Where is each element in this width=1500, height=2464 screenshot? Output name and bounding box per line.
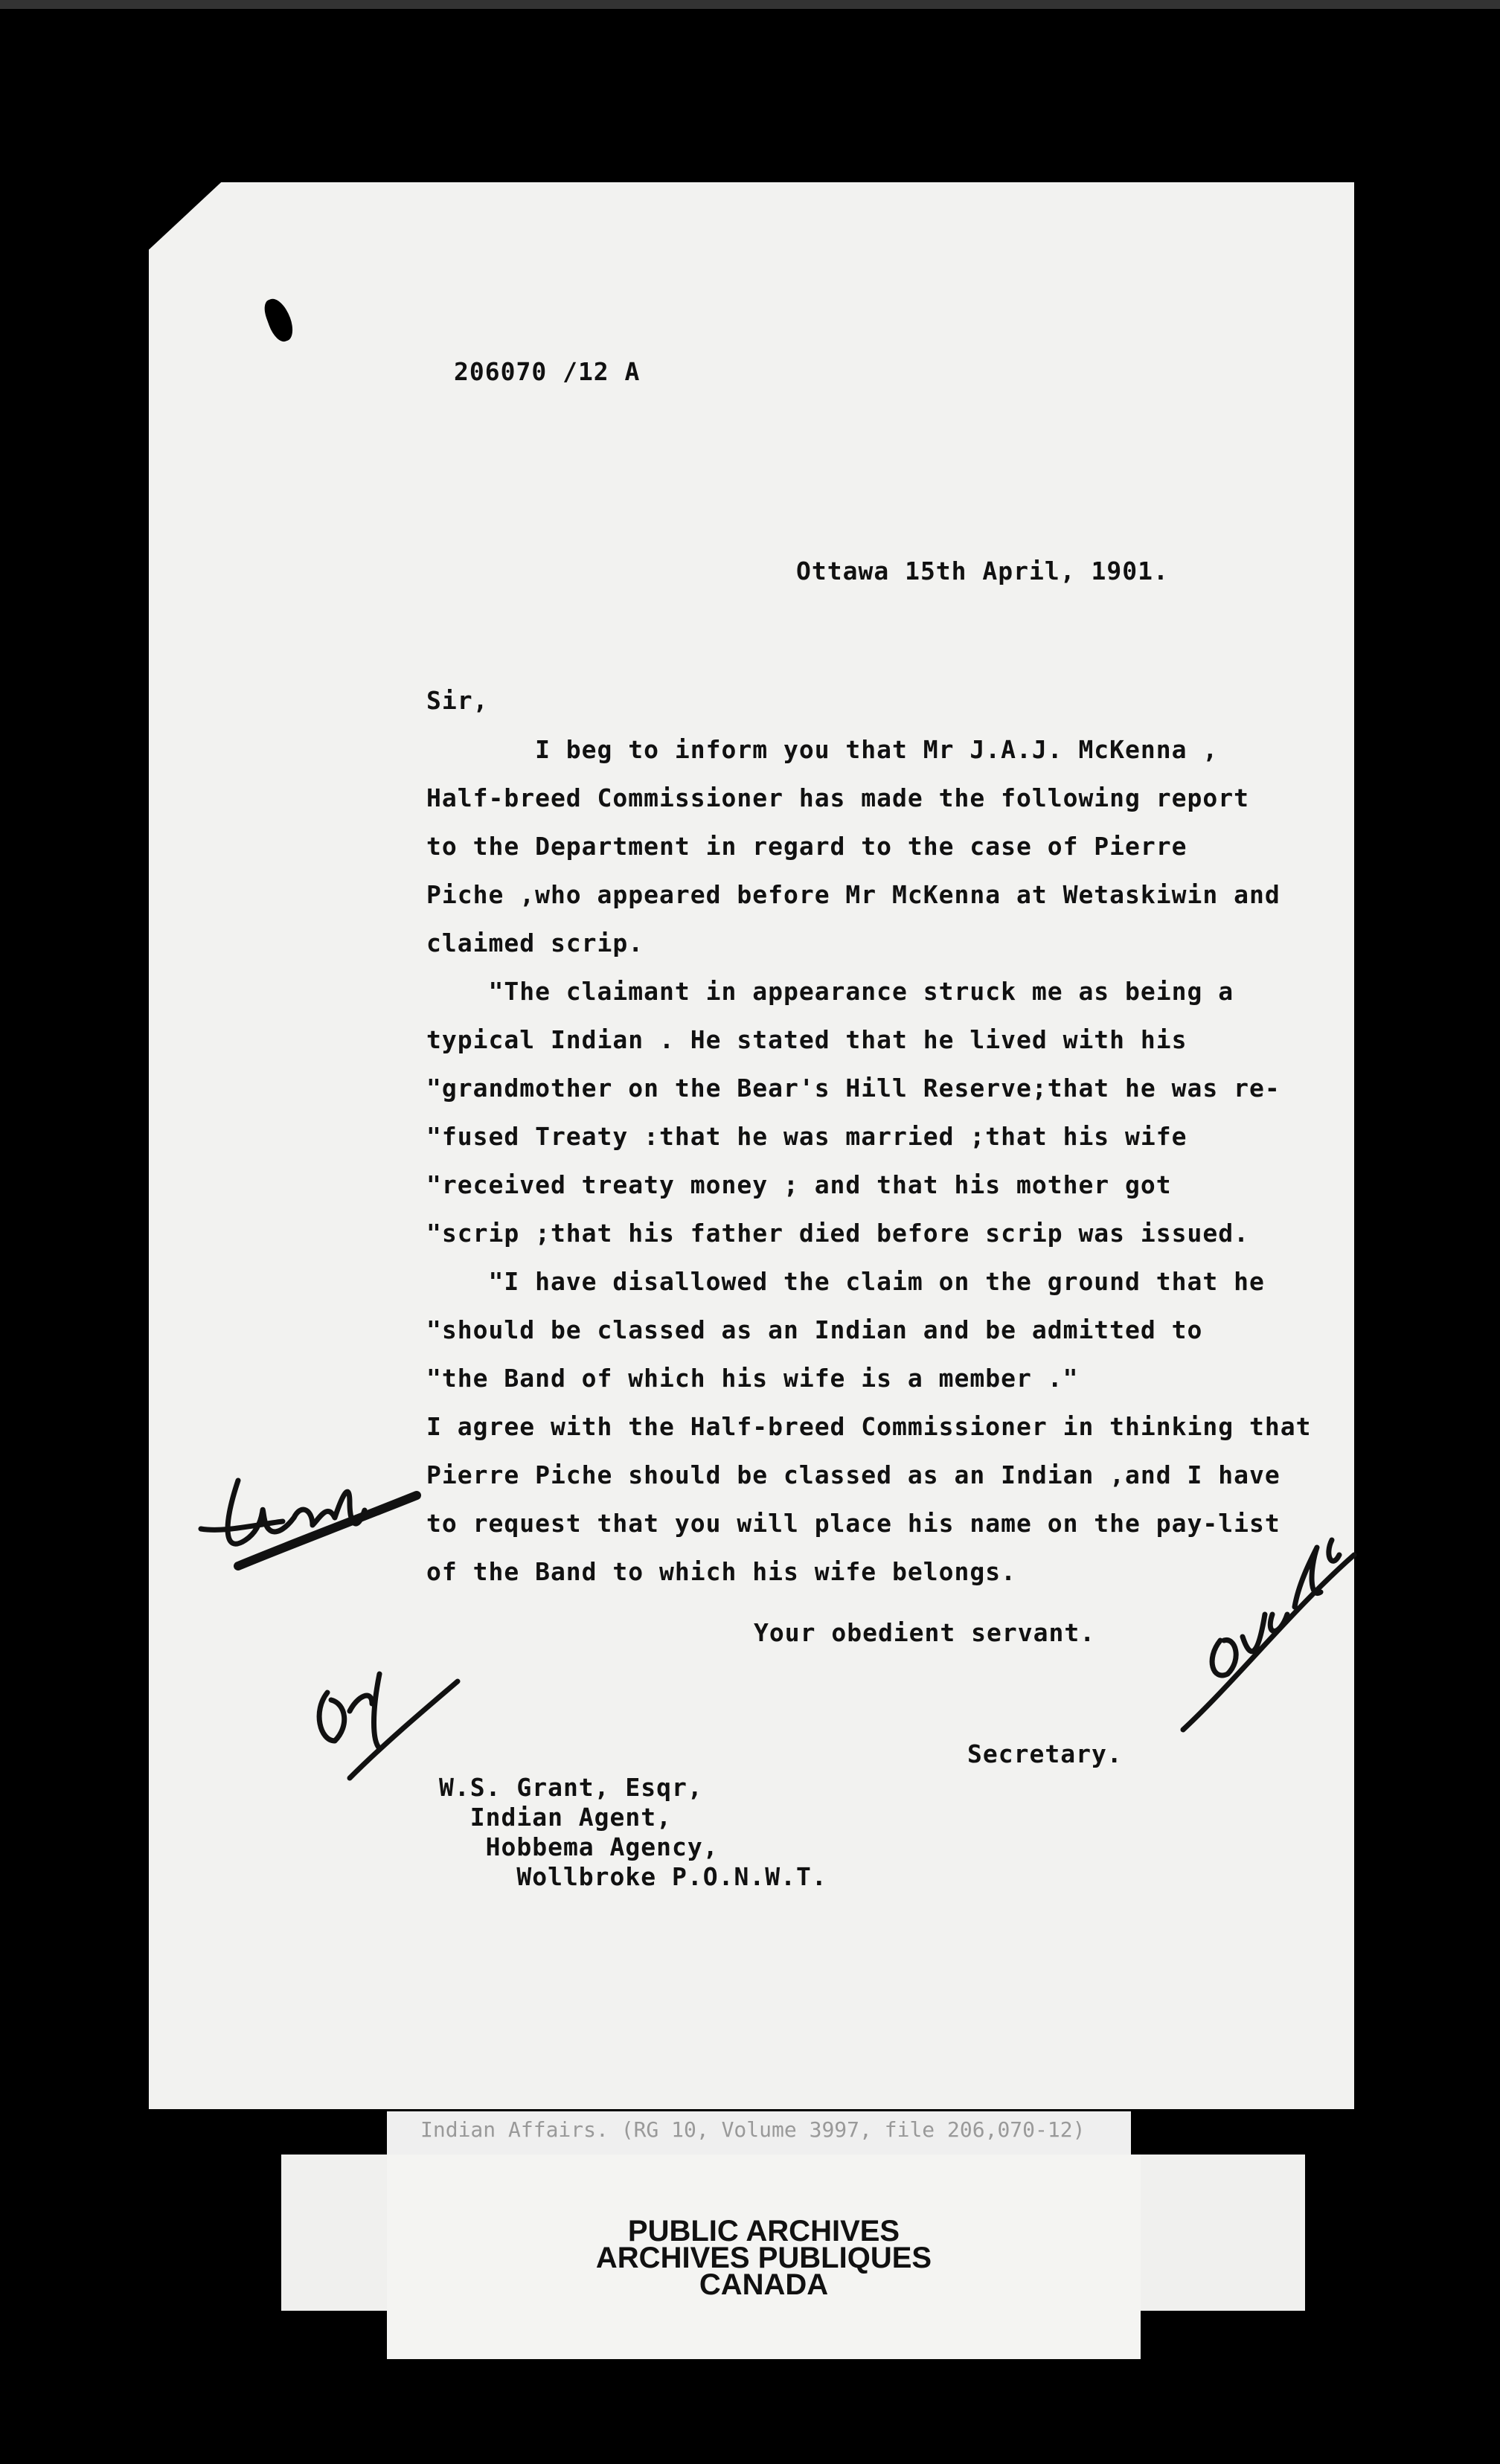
body-line: "received treaty money ; and that his mother got bbox=[426, 1170, 1172, 1199]
archive-stamp-line: CANADA bbox=[699, 2268, 829, 2301]
initials-left bbox=[201, 1480, 365, 1544]
body-line: to the Department in regard to the case of Pierre bbox=[426, 832, 1188, 861]
body-line: of the Band to which his wife belongs. bbox=[426, 1557, 1016, 1586]
body-line: "The claimant in appearance struck me as being a bbox=[426, 977, 1234, 1006]
body-line: "I have disallowed the claim on the ground that he bbox=[426, 1267, 1265, 1296]
body-line: "grandmother on the Bear's Hill Reserve;that he was re- bbox=[426, 1074, 1281, 1103]
address-line: Wollbroke P.O.N.W.T. bbox=[439, 1862, 827, 1891]
archive-stamp bbox=[387, 2155, 1141, 2359]
address-line: W.S. Grant, Esqr, bbox=[439, 1773, 703, 1802]
file-reference: 206070 /12 A bbox=[454, 357, 641, 386]
salutation: Sir, bbox=[426, 686, 489, 715]
mark-right bbox=[1183, 1540, 1354, 1730]
body-line: "fused Treaty :that he was married ;that his wife bbox=[426, 1122, 1188, 1151]
body-line: typical Indian . He stated that he lived with his bbox=[426, 1025, 1188, 1054]
body-line: "scrip ;that his father died before scrip was issued. bbox=[426, 1219, 1249, 1248]
address-line: Indian Agent, bbox=[439, 1803, 673, 1832]
archive-source-strip bbox=[387, 2111, 1131, 2156]
body-line: Piche ,who appeared before Mr McKenna at Wetaskiwin and bbox=[426, 880, 1281, 909]
body-line: Half-breed Commissioner has made the following report bbox=[426, 783, 1249, 812]
mark-lower bbox=[319, 1674, 458, 1778]
initials-underline bbox=[238, 1495, 417, 1566]
archive-stamp-line: PUBLIC ARCHIVES bbox=[627, 2215, 900, 2248]
address-line: Hobbema Agency, bbox=[439, 1832, 719, 1861]
body-line: "should be classed as an Indian and be admitted to bbox=[426, 1315, 1203, 1344]
body-line: I beg to inform you that Mr J.A.J. McKenna , bbox=[426, 735, 1219, 764]
archive-stamp-text bbox=[387, 2215, 1141, 2301]
body-line: Pierre Piche should be classed as an Indian ,and I have bbox=[426, 1460, 1281, 1489]
body-line: claimed scrip. bbox=[426, 928, 644, 957]
body-line: "the Band of which his wife is a member ." bbox=[426, 1364, 1079, 1393]
archive-source-line: Indian Affairs. (RG 10, Volume 3997, file 206,070-12) bbox=[420, 2117, 1086, 2142]
dateline: Ottawa 15th April, 1901. bbox=[796, 556, 1169, 585]
signoff: Secretary. bbox=[967, 1739, 1123, 1768]
closing: Your obedient servant. bbox=[754, 1618, 1096, 1647]
body-line: I agree with the Half-breed Commissioner in thinking that bbox=[426, 1412, 1312, 1441]
archive-stamp-line: ARCHIVES PUBLIQUES bbox=[595, 2242, 932, 2274]
body-line: to request that you will place his name on the pay-list bbox=[426, 1509, 1281, 1538]
